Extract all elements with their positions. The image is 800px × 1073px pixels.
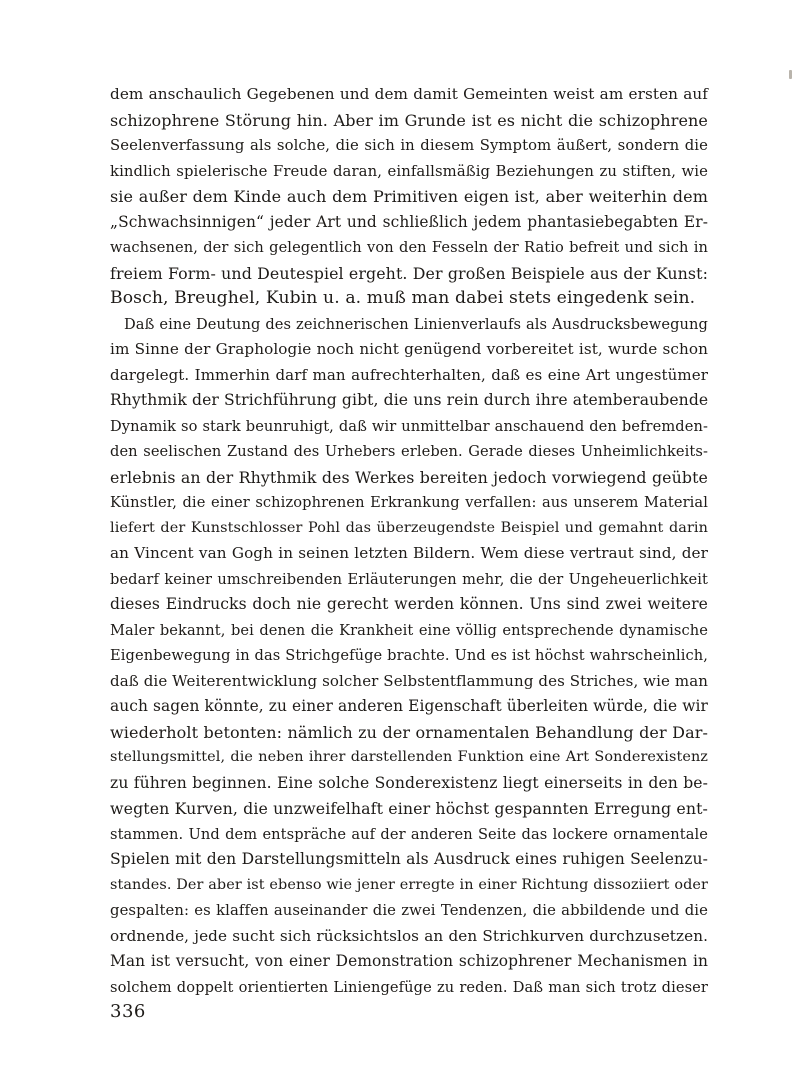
text-line: kindlich spielerische Freude daran, einfallsmäßig Beziehungen zu stiften, wie xyxy=(110,162,708,180)
text-line: wachsenen, der sich gelegentlich von den Fesseln der Ratio befreit und sich in xyxy=(110,239,708,256)
text-line: freiem Form- und Deutespiel ergeht. Der großen Beispiele aus der Kunst: xyxy=(110,263,708,283)
body-text xyxy=(110,82,708,1000)
text-line: bedarf keiner umschreibenden Erläuterungen mehr, die der Ungeheuerlichkeit xyxy=(110,570,708,588)
text-line: stellungsmittel, die neben ihrer darstellenden Funktion eine Art Sonderexistenz xyxy=(110,749,708,765)
text-line: Eigenbewegung in das Strichgefüge brachte. Und es ist höchst wahrscheinlich, xyxy=(110,647,708,664)
text-line: „Schwachsinnigen“ jeder Art und schließlich jedem phantasiebegabten Er- xyxy=(110,212,708,231)
text-line: ordnende, jede sucht sich rücksichtslos an den Strichkurven durchzusetzen. xyxy=(110,926,708,945)
text-line: Bosch, Breughel, Kubin u. a. muß man dabei stets eingedenk sein. xyxy=(110,288,696,308)
text-line: Seelenverfassung als solche, die sich in diesem Symptom äußert, sondern die xyxy=(110,137,708,154)
page-number: 336 xyxy=(110,1001,146,1022)
text-line: Künstler, die einer schizophrenen Erkrankung verfallen: aus unserem Material xyxy=(110,494,708,511)
text-line: dem anschaulich Gegebenen und dem damit Gemeinten weist am ersten auf xyxy=(110,85,708,103)
paper-speck xyxy=(789,70,792,79)
text-line: Spielen mit den Darstellungsmitteln als Ausdruck eines ruhigen Seelenzu- xyxy=(110,850,708,868)
text-line: solchem doppelt orientierten Liniengefüge zu reden. Daß man sich trotz dieser xyxy=(110,978,708,996)
text-line: liefert der Kunstschlosser Pohl das überzeugendste Beispiel und gemahnt darin xyxy=(110,519,708,536)
text-line: standes. Der aber ist ebenso wie jener erregte in einer Richtung dissoziiert oder xyxy=(110,876,708,893)
text-line: dargelegt. Immerhin darf man aufrechterhalten, daß es eine Art ungestümer xyxy=(110,365,708,384)
text-line: Maler bekannt, bei denen die Krankheit eine völlig entsprechende dynamische xyxy=(110,621,708,639)
text-line: Rhythmik der Strichführung gibt, die uns rein durch ihre atemberaubende xyxy=(110,391,709,409)
text-line: daß die Weiterentwicklung solcher Selbstentflammung des Striches, wie man xyxy=(110,671,708,690)
text-line: zu führen beginnen. Eine solche Sonderexistenz liegt einerseits in den be- xyxy=(110,773,708,792)
text-line: dieses Eindrucks doch nie gerecht werden können. Uns sind zwei weitere xyxy=(110,595,708,613)
text-line: auch sagen könnte, zu einer anderen Eigenschaft überleiten würde, die wir xyxy=(110,697,708,715)
text-line: Dynamik so stark beunruhigt, daß wir unmittelbar anschauend den befremden- xyxy=(110,417,708,435)
text-line: an Vincent van Gogh in seinen letzten Bildern. Wem diese vertraut sind, der xyxy=(110,544,708,562)
text-line: Man ist versucht, von einer Demonstration schizophrener Mechanismen in xyxy=(110,952,708,970)
text-line: gespalten: es klaffen auseinander die zwei Tendenzen, die abbildende und die xyxy=(110,902,708,919)
text-line: Daß eine Deutung des zeichnerischen Linienverlaufs als Ausdrucksbewegung xyxy=(124,315,708,333)
text-line: stammen. Und dem entspräche auf der anderen Seite das lockere ornamentale xyxy=(110,825,708,843)
text-line: sie außer dem Kinde auch dem Primitiven eigen ist, aber weiterhin dem xyxy=(110,187,708,206)
text-line: den seelischen Zustand des Urhebers erleben. Gerade dieses Unheimlichkeits- xyxy=(110,443,708,460)
text-line: wiederholt betonten: nämlich zu der ornamentalen Behandlung der Dar- xyxy=(110,722,708,742)
text-line: wegten Kurven, die unzweifelhaft einer höchst gespannten Erregung ent- xyxy=(110,799,708,818)
text-line: schizophrene Störung hin. Aber im Grunde ist es nicht die schizophrene xyxy=(110,110,708,130)
text-line: erlebnis an der Rhythmik des Werkes bereiten jedoch vorwiegend geübte xyxy=(110,467,708,487)
text-line: im Sinne der Graphologie noch nicht genügend vorbereitet ist, wurde schon xyxy=(110,340,708,358)
